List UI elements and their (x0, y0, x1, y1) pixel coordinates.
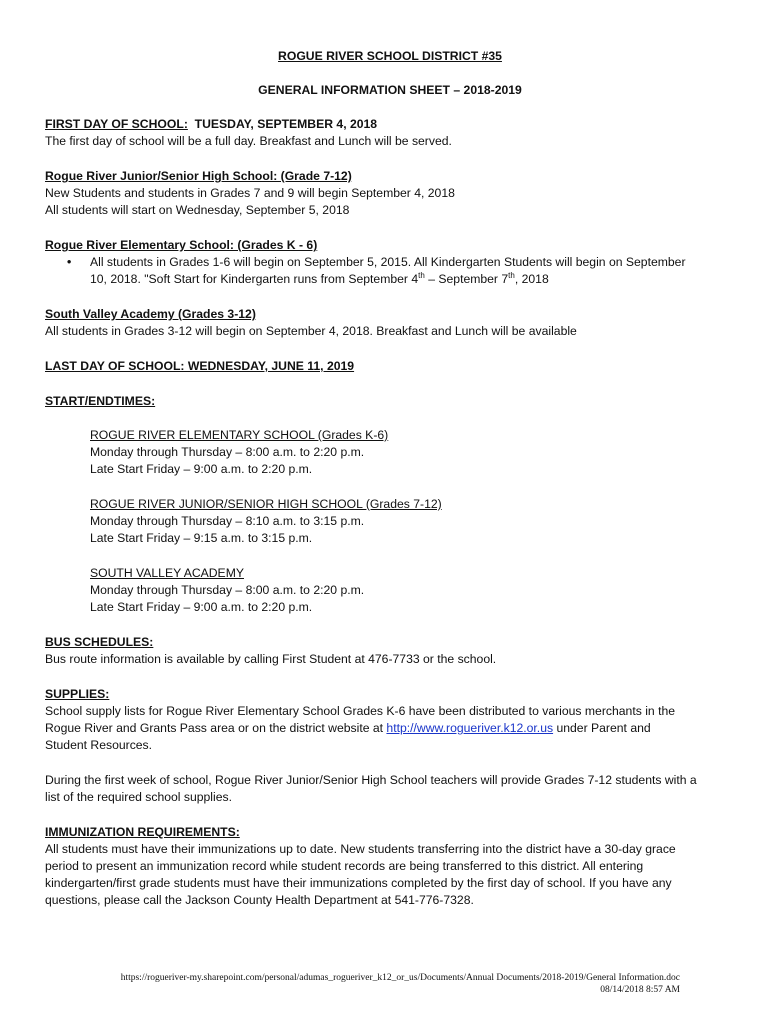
junior-senior-line1: New Students and students in Grades 7 and 9 will begin September 4, 2018 (45, 186, 455, 200)
soft-start-end-text: – September 7 (424, 272, 509, 286)
elementary-times-line2: Late Start Friday – 9:00 a.m. to 2:20 p.m. (90, 462, 313, 476)
last-day-heading: LAST DAY OF SCHOOL: WEDNESDAY, JUNE 11, 2019 (45, 359, 355, 373)
elementary-bullet-line1: All students in Grades 1-6 will begin on September 5, 2015. All Kindergarten Students will begin on September (90, 255, 686, 269)
footer-timestamp: 08/14/2018 8:57 AM (600, 985, 680, 995)
soft-start-text: 10, 2018. "Soft Start for Kindergarten runs from September 4 (90, 272, 419, 286)
junior-senior-heading: Rogue River Junior/Senior High School: (Grade 7-12) (45, 169, 352, 183)
supplies-para2-line1: During the first week of school, Rogue River Junior/Senior High School teachers will provide Grades 7-12 students with a (45, 773, 697, 787)
first-day-label: FIRST DAY OF SCHOOL: (45, 117, 188, 131)
footer-path: https://rogueriver-my.sharepoint.com/personal/adumas_rogueriver_k12_or_us/Documents/Annual Documents/2018-2019/General Information.doc (120, 973, 680, 983)
soft-start-year: , 2018 (514, 272, 549, 286)
immunization-heading: IMMUNIZATION REQUIREMENTS: (45, 825, 240, 839)
immunization-line1: All students must have their immunizations up to date. New students transferring into the district have a 30-day grace (45, 842, 676, 856)
first-day-heading (45, 116, 735, 133)
supplies-line2 (45, 720, 735, 737)
immunization-line4: questions, please call the Jackson County Health Department at 541-776-7328. (45, 893, 474, 907)
immunization-line2: period to present an immunization record while student records are being transferred to this district. All entering (45, 859, 644, 873)
times-heading: START/ENDTIMES: (45, 394, 156, 408)
district-website-link[interactable]: http://www.rogueriver.k12.or.us (386, 721, 554, 735)
supplies-para2-line2: list of the required school supplies. (45, 790, 232, 804)
supplies-line1: School supply lists for Rogue River Elementary School Grades K-6 have been distributed to various merchants in the (45, 704, 676, 718)
elementary-heading: Rogue River Elementary School: (Grades K - 6) (45, 238, 318, 252)
high-school-times-name: ROGUE RIVER JUNIOR/SENIOR HIGH SCHOOL (Grades 7-12) (90, 497, 442, 511)
elementary-times-name: ROGUE RIVER ELEMENTARY SCHOOL (Grades K-6) (90, 428, 389, 442)
elementary-times-line1: Monday through Thursday – 8:00 a.m. to 2:20 p.m. (90, 445, 365, 459)
first-day-text: The first day of school will be a full day. Breakfast and Lunch will be served. (45, 134, 452, 148)
bus-heading: BUS SCHEDULES: (45, 635, 154, 649)
high-school-times-line2: Late Start Friday – 9:15 a.m. to 3:15 p.m. (90, 531, 313, 545)
supplies-heading: SUPPLIES: (45, 687, 110, 701)
superscript-th: th (418, 270, 425, 280)
south-valley-times-line1: Monday through Thursday – 8:00 a.m. to 2:20 p.m. (90, 583, 365, 597)
supplies-line2-text: Rogue River and Grants Pass area or on the district website at (45, 721, 387, 735)
document-title: ROGUE RIVER SCHOOL DISTRICT #35 (278, 49, 502, 63)
high-school-times-line1: Monday through Thursday – 8:10 a.m. to 3:15 p.m. (90, 514, 365, 528)
document-subtitle: GENERAL INFORMATION SHEET – 2018-2019 (258, 83, 522, 97)
south-valley-times-name: SOUTH VALLEY ACADEMY (90, 566, 244, 580)
south-valley-text: All students in Grades 3-12 will begin on September 4, 2018. Breakfast and Lunch will be available (45, 324, 577, 338)
south-valley-heading: South Valley Academy (Grades 3-12) (45, 307, 256, 321)
supplies-line2-end: under Parent and (553, 721, 651, 735)
first-day-date: TUESDAY, SEPTEMBER 4, 2018 (194, 117, 378, 131)
junior-senior-line2: All students will start on Wednesday, September 5, 2018 (45, 203, 350, 217)
bullet-dot-icon: • (67, 255, 72, 269)
elementary-bullet-line2 (90, 271, 730, 288)
supplies-line3: Student Resources. (45, 738, 153, 752)
bus-text: Bus route information is available by calling First Student at 476-7733 or the school. (45, 652, 497, 666)
south-valley-times-line2: Late Start Friday – 9:00 a.m. to 2:20 p.m. (90, 600, 313, 614)
superscript-th: th (508, 270, 515, 280)
immunization-line3: kindergarten/first grade students must have their immunizations completed by the first day of school. If you have any (45, 876, 672, 890)
